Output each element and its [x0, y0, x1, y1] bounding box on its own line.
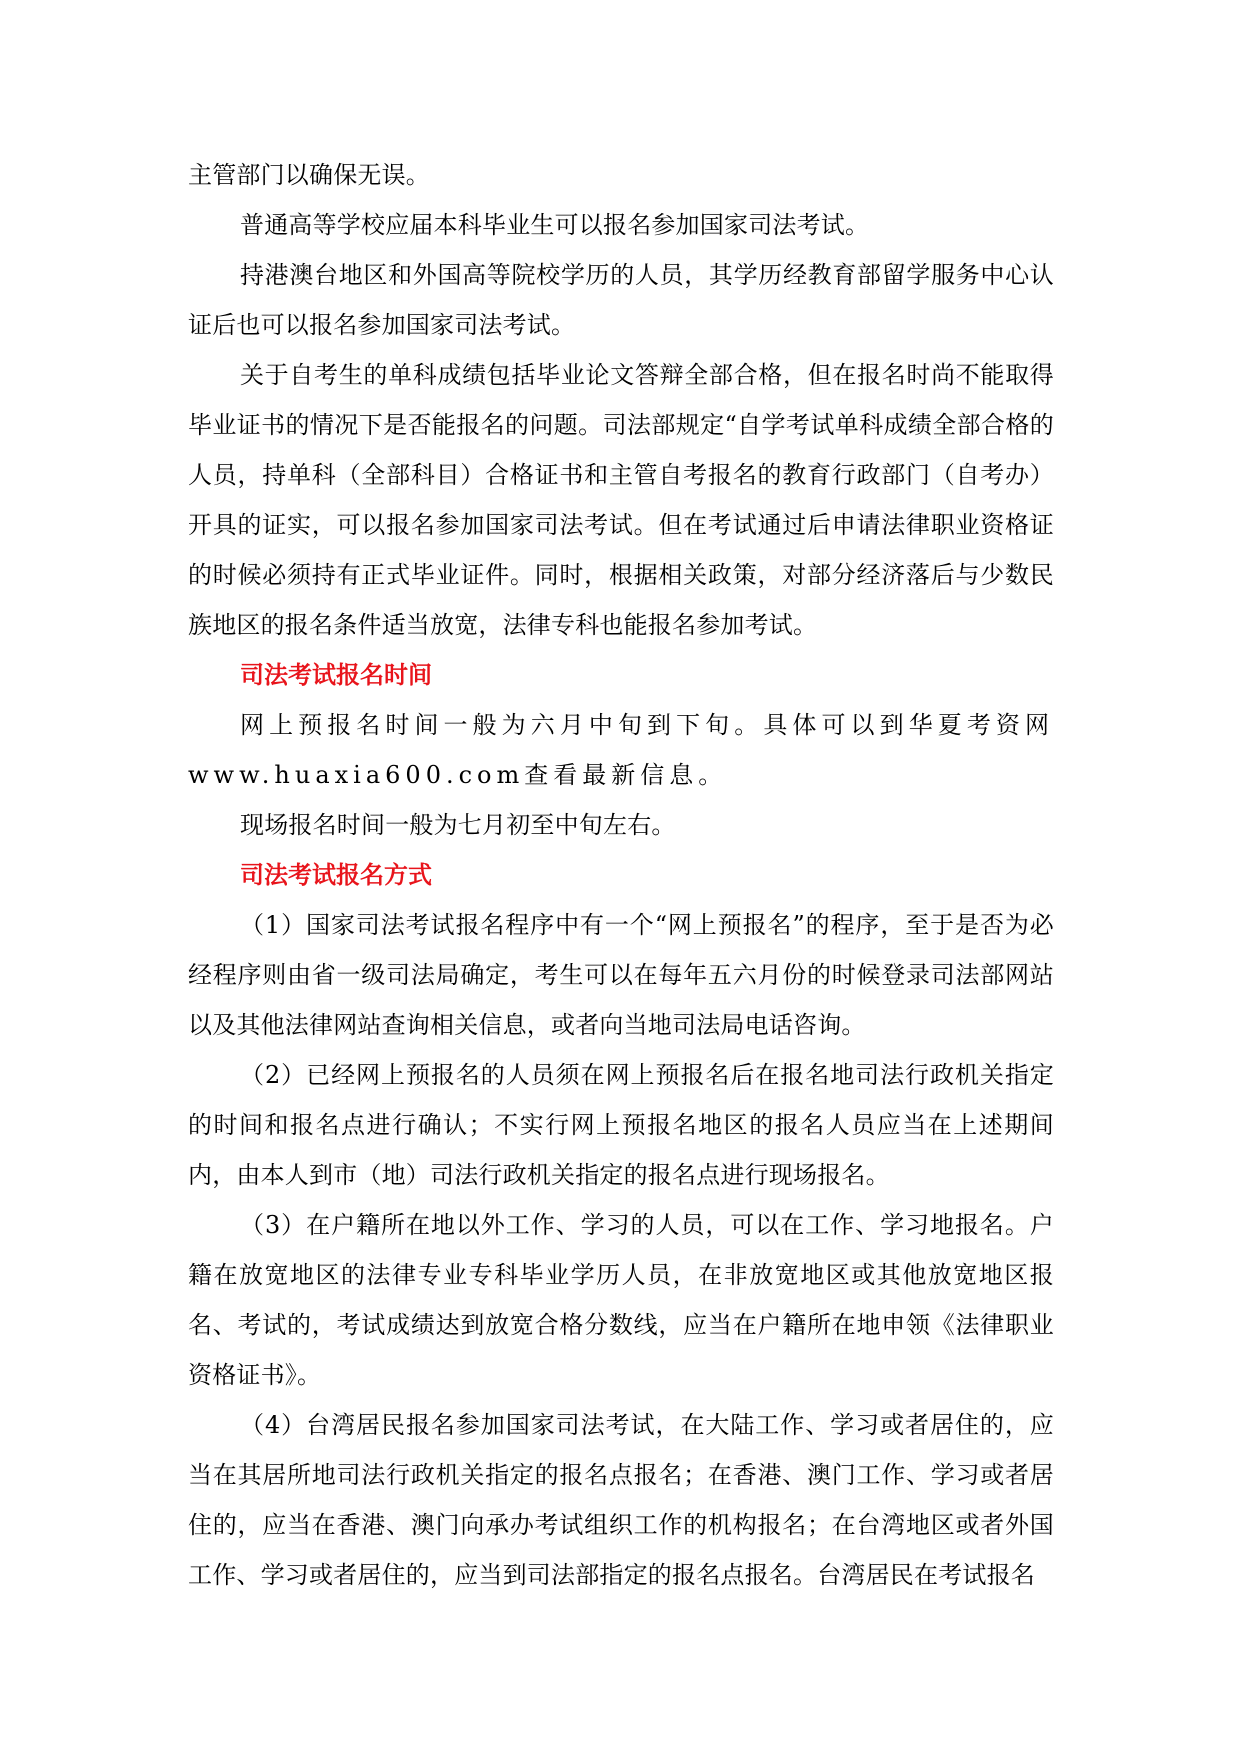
paragraph-method-2: （2）已经网上预报名的人员须在网上预报名后在报名地司法行政机关指定的时间和报名点进行确认；不实行网上预报名地区的报名人员应当在上述期间内，由本人到市（地）司法行政机关指定的报名点进行现场报名。: [188, 1061, 1054, 1189]
paragraph-online-time: 网上预报名时间一般为六月中旬到下旬。具体可以到华夏考资网www.huaxia600.com查看最新信息。: [188, 711, 1054, 789]
paragraph-continuation: 主管部门以确保无误。: [188, 161, 430, 189]
paragraph-graduates: 普通高等学校应届本科毕业生可以报名参加国家司法考试。: [240, 211, 870, 239]
paragraph-foreign-degree: 持港澳台地区和外国高等院校学历的人员，其学历经教育部留学服务中心认证后也可以报名参加国家司法考试。: [188, 261, 1054, 339]
document-body: [188, 150, 1054, 1600]
paragraph-method-3: （3）在户籍所在地以外工作、学习的人员，可以在工作、学习地报名。户籍在放宽地区的法律专业专科毕业学历人员，在非放宽地区或其他放宽地区报名、考试的，考试成绩达到放宽合格分数线，应当在户籍所在地申领《法律职业资格证书》。: [188, 1211, 1054, 1389]
paragraph-onsite-time: 现场报名时间一般为七月初至中旬左右。: [240, 811, 676, 839]
heading-registration-time: 司法考试报名时间: [240, 661, 432, 689]
paragraph-self-study: 关于自考生的单科成绩包括毕业论文答辩全部合格，但在报名时尚不能取得毕业证书的情况下是否能报名的问题。司法部规定“自学考试单科成绩全部合格的人员，持单科（全部科目）合格证书和主管自考报名的教育行政部门（自考办）开具的证实，可以报名参加国家司法考试。但在考试通过后申请法律职业资格证的时候必须持有正式毕业证件。同时，根据相关政策，对部分经济落后与少数民族地区的报名条件适当放宽，法律专科也能报名参加考试。: [188, 361, 1054, 639]
paragraph-method-4: （4）台湾居民报名参加国家司法考试，在大陆工作、学习或者居住的，应当在其居所地司法行政机关指定的报名点报名；在香港、澳门工作、学习或者居住的，应当在香港、澳门向承办考试组织工作的机构报名；在台湾地区或者外国工作、学习或者居住的，应当到司法部指定的报名点报名。台湾居民在考试报名: [188, 1411, 1054, 1589]
heading-registration-method: 司法考试报名方式: [240, 861, 432, 889]
paragraph-method-1: （1）国家司法考试报名程序中有一个“网上预报名”的程序，至于是否为必经程序则由省一级司法局确定，考生可以在每年五六月份的时候登录司法部网站以及其他法律网站查询相关信息，或者向当地司法局电话咨询。: [188, 911, 1054, 1039]
